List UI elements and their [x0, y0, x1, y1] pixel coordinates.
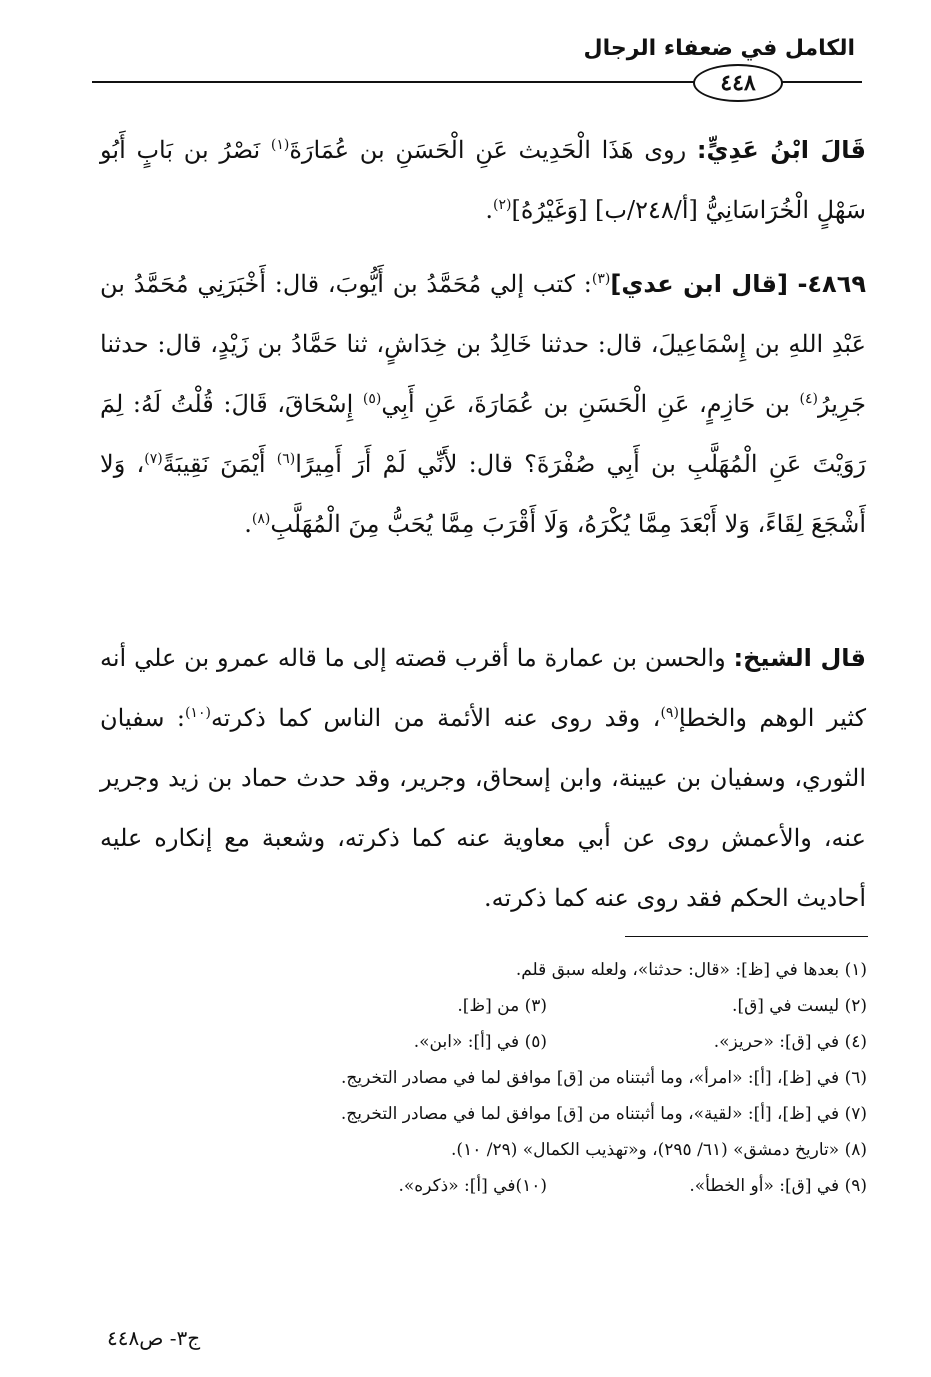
text-span: بن حَازِمٍ، عَنِ الْحَسَنِ بن عُمَارَةَ، عَنِ أَبِي [381, 390, 800, 418]
running-header-title: الكامل في ضعفاء الرجال [583, 36, 855, 61]
footnote-row [97, 1096, 867, 1132]
text-span: . [244, 510, 252, 538]
footnote-row [97, 1168, 867, 1204]
hadith-number-lead: ٤٨٦٩- [قال ابن عدي] [610, 270, 866, 298]
footnote-ref: (٤) [799, 391, 819, 407]
text-span: روى هَذَا الْحَدِيث عَنِ الْحَسَنِ بن عُمَارَةَ [289, 136, 697, 164]
footnote: (٦) في [ظ]، [أ]: «امرأ»، وما أثبتناه من [ق] موافق لما في مصادر التخريج. [341, 1068, 867, 1088]
paragraph-lead: قَالَ ابْنُ عَدِيٍّ: [696, 136, 867, 164]
footnote-row [97, 952, 867, 988]
footnote: (٢) ليست في [ق]. [732, 996, 867, 1016]
page-number-badge: ٤٤٨ [693, 64, 783, 102]
footnote-ref: (٥) [362, 391, 382, 407]
footnote-separator [625, 936, 868, 937]
text-span: نَصْرُ بن بَابٍ أَبُو سَهْلٍ الْخُرَاسَانِيُّ [أ/٢٤٨/ب] [وَغَيْرُهُ] [100, 136, 866, 224]
footnote-row [97, 1132, 867, 1168]
volume-page-reference: ج٣- ص٤٤٨ [107, 1326, 201, 1350]
text-span: : سفيان الثوري، وسفيان بن عيينة، وابن إسحاق، وجرير، وقد حدث حماد بن زيد وجرير عنه، والأعمش روى عن أبي معاوية عنه كما ذكرته، وشعبة مع إنكاره عليه أحاديث الحكم فقد روى عنه كما ذكرته. [100, 704, 866, 912]
footnote: (٨) «تاريخ دمشق» (٦١/ ٢٩٥)، و«تهذيب الكمال» (٢٩/ ١٠). [451, 1140, 867, 1160]
footnote-row [97, 1024, 867, 1060]
footnote: (١٠)في [أ]: «ذكره». [398, 1176, 547, 1196]
footnote-ref: (١) [270, 137, 290, 153]
text-span: إِسْحَاقَ، قَالَ: قُلْتُ لَهُ: لِمَ رَوَيْتَ عَنِ الْمُهَلَّبِ بن أَبِي صُفْرَةَ؟ قال: لأَنِّي لَمْ أَرَ أَمِيرًا [100, 390, 867, 478]
footnote-ref: (٢) [493, 197, 512, 213]
paragraph-ibn-adi-note [100, 120, 866, 240]
footnotes [97, 952, 867, 1204]
footnote: (٩) في [ق]: «أو الخطأ». [689, 1176, 867, 1196]
paragraph-lead: قال الشيخ: [733, 644, 866, 672]
footnote-row [97, 988, 867, 1024]
text-span: والحسن بن عمارة ما أقرب قصته إلى ما قاله عمرو بن علي أنه كثير الوهم والخطإ [100, 644, 866, 732]
text-span: أَيْمَنَ نَقِيبَةً [162, 450, 277, 478]
footnote-ref: (٦) [276, 451, 296, 467]
footnote: (٣) من [ظ]. [457, 996, 547, 1016]
footnote-ref: (٣) [591, 271, 611, 287]
paragraph-sheikh-comment [100, 628, 866, 928]
footnote-ref: (٨) [251, 511, 271, 527]
footnote-row [97, 1060, 867, 1096]
footnote: (٤) في [ق]: «حريز». [713, 1032, 867, 1052]
footnote: (٧) في [ظ]، [أ]: «لقية»، وما أثبتناه من [ق] موافق لما في مصادر التخريج. [340, 1104, 867, 1124]
footnote: (١) بعدها في [ظ]: «قال: حدثنا»، ولعله سبق قلم. [515, 960, 867, 980]
text-span: : كتب إلي مُحَمَّدُ بن أَيُّوبَ، قال: أَخْبَرَنِي مُحَمَّدُ بن عَبْدِ اللهِ بن إِسْمَاعِيلَ، قال: حدثنا خَالِدُ بن خِدَاشٍ، ثنا حَمَّادُ بن زَيْدٍ، قال: حدثنا جَرِيرُ [100, 270, 867, 418]
footnote-ref: (١٠) [184, 705, 211, 721]
footnote-ref: (٩) [660, 705, 679, 721]
footnote: (٥) في [أ]: «ابن». [413, 1032, 547, 1052]
text-span: . [485, 196, 494, 224]
text-span: ، وَلا أَشْجَعَ لِقَاءً، وَلا أَبْعَدَ مِمَّا يُكْرَهُ، وَلَا أَقْرَبَ مِمَّا يُحَبُّ مِنَ الْمُهَلَّبِ [100, 450, 866, 538]
hadith-4869 [100, 254, 866, 554]
text-span: ، وقد روى عنه الأئمة من الناس كما ذكرته [210, 704, 661, 732]
footnote-ref: (٧) [144, 451, 163, 467]
